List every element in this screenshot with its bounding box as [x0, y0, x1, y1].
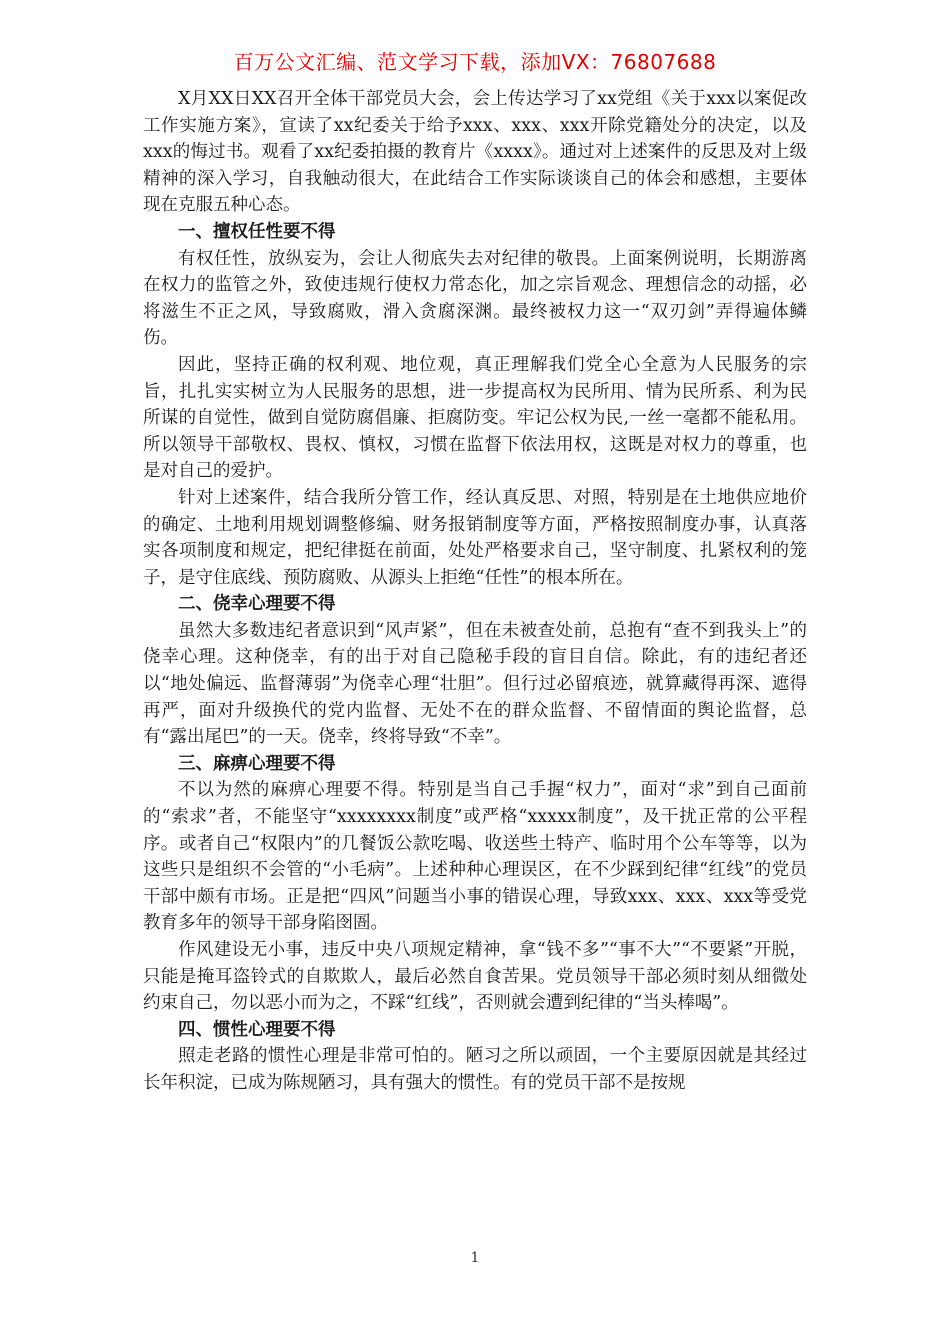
section-heading-1: 一、擅权任性要不得 [178, 221, 336, 242]
document-body [143, 86, 807, 1097]
paragraph: 因此，坚持正确的权利观、地位观，真正理解我们党全心全意为人民服务的宗旨，扎扎实实树立为人民服务的思想，进一步提高权为民所用、情为民所系、利为民所谋的自觉性，做到自觉防腐倡廉、拒腐防变。牢记公权为民,一丝一毫都不能私用。所以领导干部敬权、畏权、慎权，习惯在监督下依法用权，这既是对权力的尊重，也是对自己的爱护。 [143, 354, 807, 482]
intro-paragraph: X月XX日XX召开全体干部党员大会，会上传达学习了xx党组《关于xxx以案促改工作实施方案》，宣读了xx纪委关于给予xxx、xxx、xxx开除党籍处分的决定，以及xxx的悔过书。观看了xx纪委拍摄的教育片《xxxx》。通过对上述案件的反思及对上级精神的深入学习，自我触动很大，在此结合工作实际谈谈自己的体会和感想，主要体现在克服五种心态。 [143, 89, 807, 216]
promo-header: 百万公文汇编、范文学习下载，添加VX：76807688 [233, 50, 717, 74]
paragraph: 针对上述案件，结合我所分管工作，经认真反思、对照，特别是在土地供应地价的确定、土地利用规划调整修编、财务报销制度等方面，严格按照制度办事，认真落实各项制度和规定，把纪律挺在前面，处处严格要求自己，坚守制度、扎紧权利的笼子，是守住底线、预防腐败、从源头上拒绝“任性”的根本所在。 [143, 487, 807, 588]
page-number: 1 [470, 1250, 480, 1266]
section-heading-4: 四、惯性心理要不得 [178, 1019, 336, 1040]
section-heading-3: 三、麻痹心理要不得 [178, 753, 336, 774]
section-heading-2: 二、侥幸心理要不得 [178, 594, 336, 615]
paragraph: 作风建设无小事，违反中央八项规定精神，拿“钱不多”“事不大”“不要紧”开脱，只能是掩耳盗铃式的自欺欺人，最后必然自食苦果。党员领导干部必须时刻从细微处约束自己，勿以恶小而为之，不踩“红线”，否则就会遭到纪律的“当头棒喝”。 [143, 940, 807, 1014]
paragraph: 照走老路的惯性心理是非常可怕的。陋习之所以顽固，一个主要原因就是其经过长年积淀，已成为陈规陋习，具有强大的惯性。有的党员干部不是按规 [143, 1046, 807, 1093]
paragraph: 虽然大多数违纪者意识到“风声紧”，但在未被查处前，总抱有“查不到我头上”的侥幸心理。这种侥幸，有的出于对自己隐秘手段的盲目自信。除此，有的违纪者还以“地处偏远、监督薄弱”为侥幸心理“壮胆”。但行过必留痕迹，就算藏得再深、遮得再严，面对升级换代的党内监督、无处不在的群众监督、不留情面的舆论监督，总有“露出尾巴”的一天。侥幸，终将导致“不幸”。 [143, 620, 807, 748]
paragraph: 不以为然的麻痹心理要不得。特别是当自己手握“权力”，面对“求”到自己面前的“索求”者，不能坚守“xxxxxxxx制度”或严格“xxxxx制度”，及干扰正常的公平程序。或者自己“权限内”的几餐饭公款吃喝、收送些土特产、临时用个公车等等，以为这些只是组织不会管的“小毛病”。上述种种心理误区，在不少踩到纪律“红线”的党员干部中颇有市场。正是把“四风”问题当小事的错误心理，导致xxx、xxx、xxx等受党教育多年的领导干部身陷囹圄。 [143, 780, 807, 934]
paragraph: 有权任性，放纵妄为，会让人彻底失去对纪律的敬畏。上面案例说明，长期游离在权力的监管之外，致使违规行使权力常态化，加之宗旨观念、理想信念的动摇，必将滋生不正之风，导致腐败，滑入贪腐深渊。最终被权力这一“双刃剑”弄得遍体鳞伤。 [143, 248, 807, 349]
